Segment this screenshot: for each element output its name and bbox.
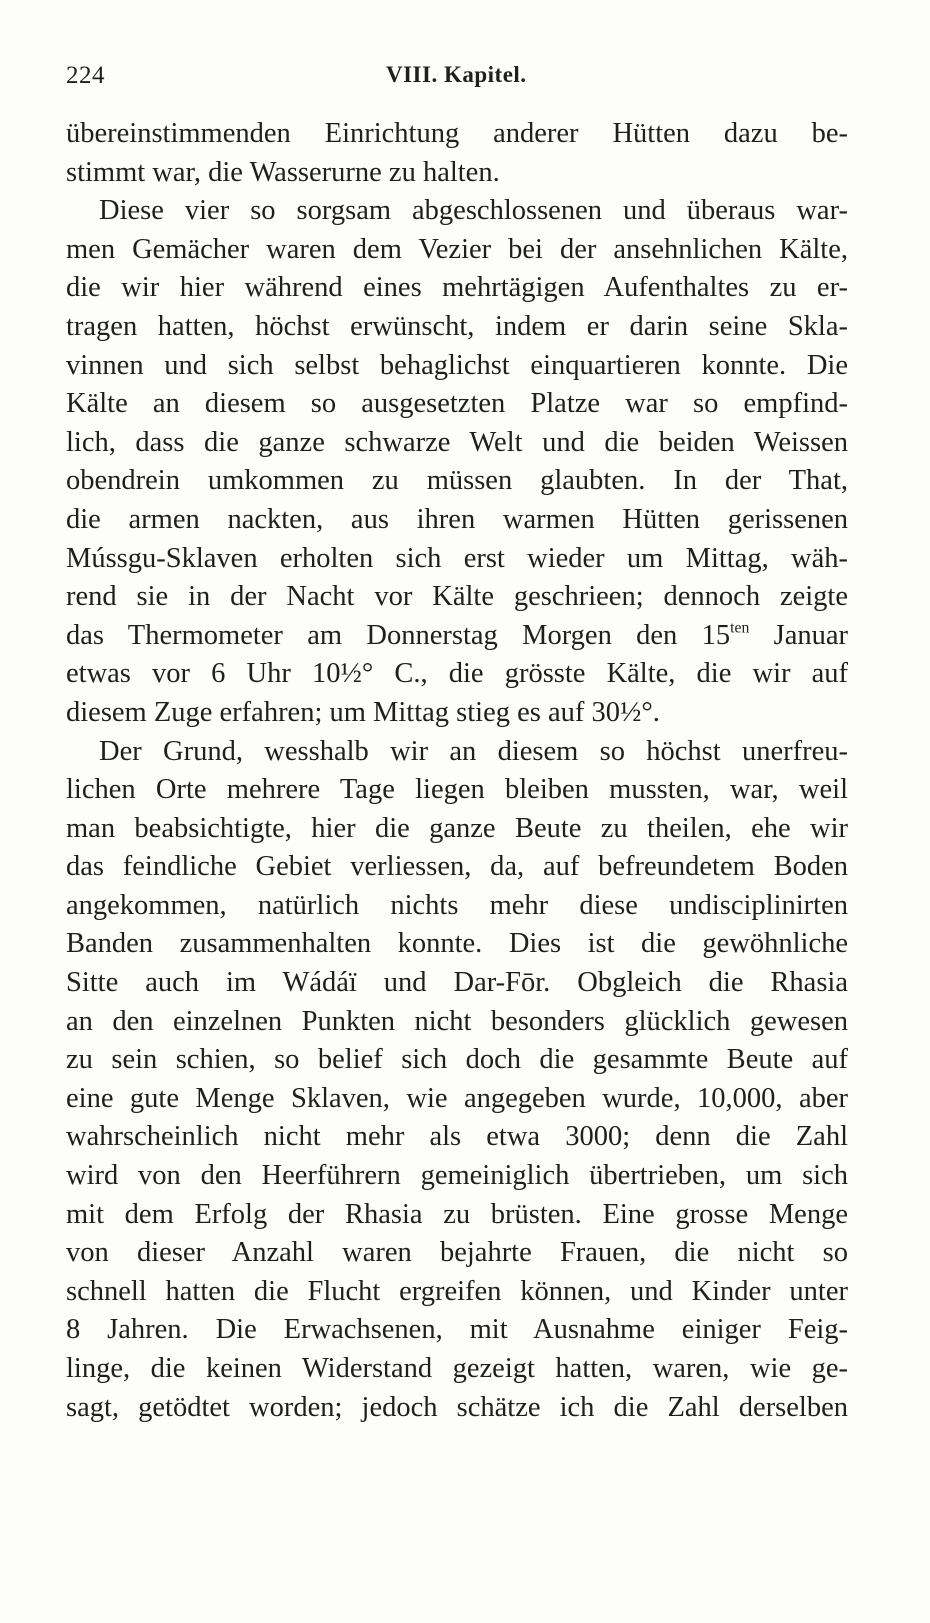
- text-line: men Gemächer waren dem Vezier bei der ansehnlichen Kälte,: [66, 233, 848, 265]
- text-line: wird von den Heerführern gemeiniglich übertrieben, um sich: [66, 1160, 848, 1192]
- text-line: wahrscheinlich nicht mehr als etwa 3000; denn die Zahl: [66, 1121, 848, 1153]
- text-line: rend sie in der Nacht vor Kälte geschrieen; dennoch zeigte: [66, 581, 848, 613]
- text-line: mit dem Erfolg der Rhasia zu brüsten. Eine grosse Menge: [66, 1198, 848, 1230]
- text-line: obendrein umkommen zu müssen glaubten. In der That,: [66, 465, 848, 497]
- text-line: zu sein schien, so belief sich doch die gesammte Beute auf: [66, 1044, 848, 1076]
- text-line: schnell hatten die Flucht ergreifen können, und Kinder unter: [66, 1275, 848, 1307]
- text-line: Diese vier so sorgsam abgeschlossenen und überaus war-: [99, 195, 848, 227]
- text-line-end: Januar: [749, 619, 848, 651]
- text-line: vinnen und sich selbst behaglichst einquartieren konnte. Die: [66, 349, 848, 381]
- text-line: die armen nackten, aus ihren warmen Hütten gerissenen: [66, 503, 848, 535]
- page-number: 224: [66, 62, 105, 89]
- text-line: 8 Jahren. Die Erwachsenen, mit Ausnahme einiger Feig-: [66, 1314, 848, 1346]
- superscript: ten: [730, 618, 750, 636]
- text-line: von dieser Anzahl waren bejahrte Frauen, die nicht so: [66, 1237, 848, 1269]
- text-line: man beabsichtigte, hier die ganze Beute zu theilen, ehe wir: [66, 812, 848, 844]
- text-line: die wir hier während eines mehrtägigen Aufenthaltes zu er-: [66, 272, 848, 304]
- running-head: VIII. Kapitel.: [386, 62, 527, 87]
- text-line: Mússgu-Sklaven erholten sich erst wieder um Mittag, wäh-: [66, 542, 848, 574]
- text-line: diesem Zuge erfahren; um Mittag stieg es auf 30½°.: [66, 696, 660, 728]
- text-line: Kälte an diesem so ausgesetzten Platze war so empfind-: [66, 388, 848, 420]
- text-line: angekommen, natürlich nichts mehr diese undisciplinirten: [66, 889, 848, 921]
- text-line: Banden zusammenhalten konnte. Dies ist die gewöhnliche: [66, 928, 848, 960]
- body-text: [66, 115, 848, 1427]
- page-header: [66, 62, 846, 98]
- text-line: Der Grund, wesshalb wir an diesem so höchst unerfreu-: [99, 735, 848, 767]
- text-line: lich, dass die ganze schwarze Welt und die beiden Weissen: [66, 426, 848, 458]
- text-line: stimmt war, die Wasserurne zu halten.: [66, 156, 500, 188]
- text-line: das feindliche Gebiet verliessen, da, auf befreundetem Boden: [66, 851, 848, 883]
- text-line: sagt, getödtet worden; jedoch schätze ich die Zahl derselben: [66, 1391, 848, 1423]
- text-line: [66, 617, 848, 656]
- text-line: Sitte auch im Wádáï und Dar-Fōr. Obgleich die Rhasia: [66, 967, 848, 999]
- text-line: tragen hatten, höchst erwünscht, indem er darin seine Skla-: [66, 310, 848, 342]
- text-line: übereinstimmenden Einrichtung anderer Hütten dazu be-: [66, 118, 848, 149]
- text-line: linge, die keinen Widerstand gezeigt hatten, waren, wie ge-: [66, 1353, 848, 1384]
- text-line-start: das Thermometer am Donnerstag Morgen den 15: [66, 619, 731, 651]
- text-line: an den einzelnen Punkten nicht besonders glücklich gewesen: [66, 1005, 848, 1037]
- text-line: etwas vor 6 Uhr 10½° C., die grösste Kälte, die wir auf: [66, 658, 848, 690]
- text-line: lichen Orte mehrere Tage liegen bleiben mussten, war, weil: [66, 774, 848, 806]
- text-line: eine gute Menge Sklaven, wie angegeben wurde, 10,000, aber: [66, 1082, 848, 1114]
